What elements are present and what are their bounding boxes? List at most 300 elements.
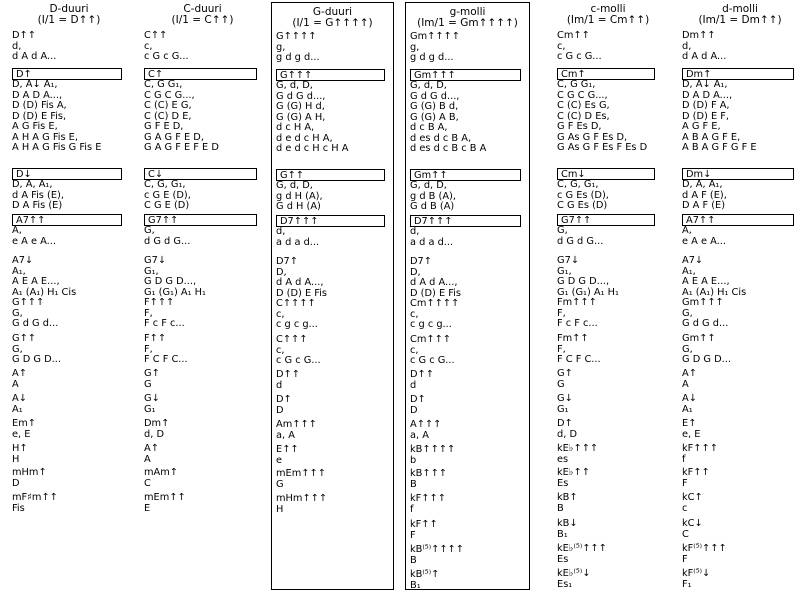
chord-notes: D, A↓ A₁, — [12, 79, 58, 90]
chord-symbol: kB⁽⁵⁾↑ — [410, 569, 440, 580]
chord-notes: G d H (A) — [276, 201, 321, 212]
chord-notes: c g c g... — [410, 319, 452, 330]
chord-notes: G F Es D, — [557, 121, 602, 132]
column-header — [678, 4, 802, 26]
chord-notes: F — [410, 529, 416, 541]
chord-notes: d e d c H c H A — [276, 143, 349, 154]
chord-notes: e — [276, 454, 283, 466]
chord-notes: c, — [410, 344, 419, 356]
chord-notes: G, d, D, — [410, 180, 447, 191]
chord-notes: g, — [276, 41, 286, 53]
chord-notes: G, — [682, 343, 693, 355]
chord-block — [144, 298, 263, 330]
column-c-duuri — [140, 0, 265, 594]
chord-symbol: mEm↑↑↑ — [276, 468, 326, 479]
chord-block — [410, 299, 527, 331]
chord-block — [12, 68, 128, 154]
chord-block — [144, 493, 263, 514]
chord-symbol: D7↑ — [410, 256, 432, 267]
chord-notes: d es d c B A, — [410, 132, 472, 144]
chord-notes: G As G F Es F Es D — [557, 142, 648, 153]
chord-notes: D (D) E Fis, — [12, 110, 67, 122]
chord-notes: A H A G Fis G Fis E — [12, 142, 102, 153]
column-subtitle: (I/1 = D↑↑) — [37, 14, 101, 26]
chord-notes: G₁ (G₁) A₁ H₁ — [557, 286, 619, 298]
chord-block — [682, 444, 800, 465]
chord-symbol: kC↓ — [682, 518, 703, 529]
chord-symbol: kE♭↑↑ — [557, 467, 590, 478]
chord-notes: d A d A... — [682, 51, 727, 62]
chord-notes: G F E D, — [144, 121, 184, 132]
chord-notes: D, A, A₁, — [682, 179, 723, 190]
column-d-duuri — [8, 0, 130, 594]
chord-symbol: Fm↑↑ — [557, 333, 589, 344]
chord-symbol: kB↑ — [557, 492, 578, 503]
chord-notes: B₁ — [410, 579, 421, 591]
chord-notes: c — [682, 502, 688, 514]
chord-symbol: G↑↑ — [12, 333, 37, 344]
chord-symbol: C↑↑↑ — [276, 334, 308, 345]
chord-notes: A, — [682, 225, 692, 236]
chord-notes: G₁ — [557, 403, 569, 415]
chord-notes: a d a d... — [276, 236, 320, 248]
chord-notes: G, d, D, — [410, 80, 447, 91]
chord-notes: G₁ (G₁) A₁ H₁ — [144, 286, 206, 298]
chord-notes: G (G) H d, — [276, 101, 325, 112]
chord-notes: Fis — [12, 502, 25, 514]
chord-symbol: C↓ — [144, 168, 257, 180]
chord-symbol: Am↑↑↑ — [276, 419, 317, 430]
chord-notes: G d G d..., — [276, 90, 326, 102]
chord-notes: d, — [682, 40, 692, 52]
chord-symbol: Gm↑↑ — [410, 169, 521, 181]
chord-symbol: A↑↑↑ — [410, 419, 442, 430]
chord-block — [410, 335, 527, 367]
chord-block — [12, 369, 128, 390]
chord-block — [12, 444, 128, 465]
chord-symbol: D↑ — [410, 394, 426, 405]
chord-symbol: Gm↑↑↑↑ — [410, 31, 460, 42]
chord-notes: f — [682, 453, 686, 465]
chord-block — [276, 395, 391, 416]
chord-notes: c G c G... — [557, 51, 602, 62]
chord-notes: C (C) D E, — [144, 110, 192, 122]
chord-notes: G (G) A B, — [410, 111, 459, 123]
chord-symbol: G↑↑↑ — [12, 297, 45, 308]
chord-notes: G D G D..., — [144, 276, 197, 287]
column-title: G-duuri — [312, 6, 353, 18]
chord-notes: d e d c H A, — [276, 132, 333, 144]
chord-notes: g d g d... — [410, 52, 454, 63]
chord-notes: A₁, — [682, 265, 696, 277]
chord-notes: A G F E, — [682, 121, 721, 132]
chord-notes: G (G) A H, — [276, 111, 326, 123]
chord-symbol: A↓ — [12, 393, 27, 404]
chord-notes: d — [276, 379, 283, 391]
chord-block — [410, 469, 527, 490]
chord-symbol: kE♭⁽⁵⁾↑↑↑ — [557, 543, 607, 554]
chord-notes: c G c G... — [144, 51, 189, 62]
chord-block — [682, 31, 800, 63]
chord-symbol: Cm↑↑↑↑ — [410, 298, 460, 309]
chord-notes: Es₁ — [557, 578, 573, 590]
chord-notes: d G d G... — [144, 235, 191, 247]
chord-block — [682, 298, 800, 330]
chord-symbol: kB⁽⁵⁾↑↑↑↑ — [410, 544, 464, 555]
chord-symbol: kE♭⁽⁵⁾↓ — [557, 568, 591, 579]
chord-block — [557, 569, 661, 590]
chord-symbol: G↑ — [557, 368, 573, 379]
chord-notes: F, — [144, 307, 153, 319]
chord-notes: D — [12, 477, 20, 489]
chord-notes: d, — [410, 226, 420, 237]
chord-block — [144, 256, 263, 298]
chord-block — [144, 444, 263, 465]
chord-notes: G, d, D, — [276, 80, 313, 91]
chord-symbol: kF⁽⁵⁾↓ — [682, 568, 711, 579]
chord-block — [682, 168, 800, 212]
chord-block — [144, 31, 263, 63]
chord-notes: Es — [557, 477, 569, 489]
chord-notes: G D G D... — [682, 354, 731, 365]
chord-notes: C G C G..., — [557, 89, 608, 101]
chord-symbol: mHm↑ — [12, 467, 47, 478]
chord-block — [410, 420, 527, 441]
chord-symbol: D↑↑ — [12, 30, 36, 41]
chord-notes: f — [410, 503, 414, 515]
chord-notes: F C F C... — [557, 354, 601, 365]
chord-block — [557, 369, 661, 390]
column-title: C-duuri — [183, 3, 222, 15]
chord-notes: c, — [144, 40, 153, 52]
chord-block — [144, 394, 263, 415]
chord-block — [682, 334, 800, 366]
chord-notes: D, — [410, 266, 421, 278]
chord-notes: H — [12, 453, 20, 465]
chord-block — [557, 168, 661, 212]
chord-block — [276, 169, 391, 213]
chord-symbol: kF↑↑ — [410, 519, 438, 530]
chord-block — [12, 31, 128, 63]
chord-notes: D (D) F A, — [682, 100, 730, 111]
chord-symbol: A7↓ — [682, 255, 704, 266]
chord-block — [557, 544, 661, 565]
chord-symbol: D↑ — [12, 68, 122, 80]
chord-notes: F, — [144, 343, 153, 355]
chord-symbol: G7↑↑ — [557, 214, 655, 226]
chord-notes: D (D) E Fis — [410, 287, 462, 299]
chord-notes: e, E — [682, 428, 701, 440]
chord-notes: G (G) B d, — [410, 101, 459, 112]
chord-block — [410, 370, 527, 391]
chord-symbol: A↑ — [12, 368, 27, 379]
chord-block — [557, 334, 661, 366]
chord-block — [276, 32, 391, 64]
chord-symbol: Cm↑ — [557, 68, 655, 80]
chord-symbol: G↑↑↑ — [276, 69, 385, 81]
chord-symbol: kB↓ — [557, 518, 578, 529]
chord-notes: F c F c... — [144, 318, 185, 329]
chord-notes: A — [144, 453, 151, 465]
chord-notes: E — [144, 502, 151, 514]
column-title: d-molli — [722, 3, 758, 15]
chord-notes: H — [276, 503, 284, 515]
chord-symbol: kB↑↑↑↑ — [410, 444, 456, 455]
chord-block — [144, 369, 263, 390]
chord-notes: G₁ — [144, 403, 156, 415]
chord-notes: c G c G... — [276, 355, 321, 366]
chord-block — [557, 394, 661, 415]
chord-notes: G₁, — [144, 265, 159, 277]
chord-symbol: C↑↑ — [144, 30, 168, 41]
chord-block — [682, 569, 800, 590]
chord-symbol: D↑↑ — [276, 369, 300, 380]
chord-notes: A₁ (A₁) H₁ Cis — [682, 286, 747, 298]
chord-block — [12, 334, 128, 366]
chord-symbol: mF♯m↑↑ — [12, 492, 58, 503]
chord-notes: F C F C... — [144, 354, 188, 365]
chord-notes: C G Es (D) — [557, 200, 608, 211]
chord-symbol: G↓ — [557, 393, 573, 404]
chord-symbol: F↑↑↑ — [144, 297, 175, 308]
chord-block — [682, 214, 800, 247]
chord-symbol: Gm↑↑↑ — [410, 69, 521, 81]
chord-block — [12, 493, 128, 514]
chord-notes: G, — [12, 343, 23, 355]
chord-notes: C (C) Es G, — [557, 100, 610, 111]
chord-block — [410, 169, 527, 213]
chord-block — [410, 570, 527, 591]
chord-notes: d es d c B c B A — [410, 143, 487, 154]
chord-block — [410, 69, 527, 155]
chord-block — [144, 468, 263, 489]
chord-symbol: G7↓ — [557, 255, 580, 266]
column-d-molli — [678, 0, 802, 594]
chord-block — [276, 69, 391, 155]
chord-block — [12, 298, 128, 330]
chord-notes: c, — [557, 40, 566, 52]
chord-notes: G D G D..., — [557, 276, 610, 287]
chord-block — [682, 394, 800, 415]
chord-symbol: mAm↑ — [144, 467, 178, 478]
chord-block — [276, 469, 391, 490]
chord-notes: C — [144, 477, 151, 489]
chord-notes: D, A, A₁, — [12, 179, 53, 190]
chord-notes: C (C) E G, — [144, 100, 192, 111]
chord-notes: c, — [276, 308, 285, 320]
chord-notes: es — [557, 453, 569, 465]
chord-notes: G, d, D, — [276, 180, 313, 191]
chord-notes: G₁, — [557, 265, 572, 277]
column-header — [272, 7, 393, 29]
chord-block — [410, 257, 527, 299]
chord-block — [276, 335, 391, 367]
chord-notes: a, A — [276, 429, 295, 441]
chord-notes: d, D — [557, 428, 577, 440]
chord-block — [276, 420, 391, 441]
column-header — [8, 4, 130, 26]
chord-notes: B — [410, 478, 417, 490]
chord-block — [557, 214, 661, 247]
chord-block — [276, 445, 391, 466]
chord-symbol: mHm↑↑↑ — [276, 493, 328, 504]
chord-symbol: Cm↑↑↑ — [410, 334, 452, 345]
column-title: g-molli — [449, 6, 486, 18]
chord-notes: c, — [276, 344, 285, 356]
column-c-molli — [553, 0, 663, 594]
chord-block — [557, 519, 661, 540]
chord-notes: D, — [276, 266, 287, 278]
chord-symbol: kF↑↑ — [682, 467, 710, 478]
chord-notes: D — [410, 404, 418, 416]
chord-block — [12, 468, 128, 489]
chord-block — [12, 394, 128, 415]
chord-block — [682, 68, 800, 154]
chord-symbol: C↑ — [144, 68, 257, 80]
chord-symbol: kE♭↑↑↑ — [557, 443, 599, 454]
column-g-duuri — [271, 2, 394, 590]
chord-notes: F — [682, 553, 688, 565]
chord-symbol: G7↑↑ — [144, 214, 257, 226]
chord-notes: C, G, G₁, — [144, 179, 186, 190]
chord-notes: G, — [682, 307, 693, 319]
chord-notes: G — [557, 378, 565, 390]
chord-notes: G, — [12, 307, 23, 319]
column-subtitle: (I/1 = C↑↑) — [171, 14, 234, 26]
chord-notes: C (C) D Es, — [557, 110, 610, 122]
chord-block — [276, 257, 391, 299]
chord-block — [557, 298, 661, 330]
chord-block — [410, 520, 527, 541]
chord-symbol: kC↑ — [682, 492, 703, 503]
chord-notes: d G d G... — [557, 235, 604, 247]
chord-block — [12, 419, 128, 440]
chord-block — [12, 256, 128, 298]
chord-notes: B — [557, 502, 564, 514]
chord-block — [557, 468, 661, 489]
column-subtitle: (Im/1 = Cm↑↑) — [566, 14, 650, 26]
chord-notes: A B A G F E, — [682, 131, 741, 143]
chord-notes: F₁ — [682, 578, 692, 590]
chord-block — [410, 32, 527, 64]
column-title: c-molli — [590, 3, 626, 15]
chord-notes: C, G G₁, — [144, 79, 183, 90]
chord-notes: C — [682, 528, 689, 540]
chord-notes: F — [682, 477, 688, 489]
chord-block — [557, 419, 661, 440]
chord-symbol: G↓ — [144, 393, 160, 404]
chord-symbol: kF↑↑↑ — [682, 443, 718, 454]
chord-notes: c G E (D), — [144, 189, 191, 201]
chord-block — [144, 68, 263, 154]
chord-notes: e A e A... — [682, 235, 726, 247]
chord-notes: D (D) E F, — [682, 110, 730, 122]
chord-block — [682, 519, 800, 540]
chord-symbol: kF↑↑↑ — [410, 493, 446, 504]
chord-block — [682, 493, 800, 514]
chord-symbol: D7↑↑↑ — [276, 215, 385, 227]
chord-symbol: kB↑↑↑ — [410, 468, 448, 479]
chord-symbol: mEm↑↑ — [144, 492, 186, 503]
chord-symbol: Em↑ — [12, 418, 36, 429]
chord-notes: A B A G F G F E — [682, 142, 757, 153]
chord-notes: G, — [144, 225, 155, 236]
chord-block — [557, 444, 661, 465]
chord-block — [144, 334, 263, 366]
chord-notes: B₁ — [557, 528, 568, 540]
chord-symbol: E↑↑ — [276, 444, 299, 455]
chord-symbol: A7↓ — [12, 255, 34, 266]
chord-notes: a, A — [410, 429, 429, 441]
chord-notes: A G Fis E, — [12, 121, 58, 132]
chord-block — [410, 494, 527, 515]
chord-block — [682, 419, 800, 440]
chord-notes: D A Fis (E) — [12, 200, 63, 211]
chord-block — [144, 419, 263, 440]
chord-notes: A, — [12, 225, 22, 236]
chord-symbol: G↑↑↑↑ — [276, 31, 317, 42]
chord-symbol: D↓ — [12, 168, 122, 180]
chord-notes: G A G F E F E D — [144, 142, 219, 153]
chord-notes: G D G D... — [12, 354, 61, 365]
chord-block — [557, 31, 661, 63]
chord-block — [144, 168, 263, 212]
chord-notes: d A F (E), — [682, 189, 727, 201]
chord-block — [682, 369, 800, 390]
chord-symbol: G7↓ — [144, 255, 167, 266]
column-header — [140, 4, 265, 26]
chord-symbol: Gm↑↑ — [682, 333, 716, 344]
chord-notes: d A d A..., — [276, 277, 324, 288]
chord-symbol: E↑ — [682, 418, 697, 429]
chord-notes: a d a d... — [410, 236, 454, 248]
chord-symbol: Gm↑↑↑ — [682, 297, 724, 308]
chord-block — [557, 256, 661, 298]
chord-notes: G — [144, 378, 152, 390]
chord-notes: D (D) E Fis — [276, 287, 328, 299]
column-subtitle: (Im/1 = Dm↑↑) — [698, 14, 782, 26]
chord-symbol: D7↑ — [276, 256, 298, 267]
chord-notes: G d G d... — [12, 318, 59, 329]
chord-block — [12, 168, 128, 212]
chord-block — [12, 214, 128, 247]
chord-symbol: Dm↑ — [682, 68, 794, 80]
chord-symbol: G↑ — [144, 368, 160, 379]
chord-notes: g d H (A), — [276, 190, 323, 202]
chord-notes: G — [276, 478, 284, 490]
chord-symbol: Fm↑↑↑ — [557, 297, 597, 308]
chord-symbol: A↓ — [682, 393, 697, 404]
chord-notes: F c F c... — [557, 318, 598, 329]
chord-notes: D, A↓ A₁, — [682, 79, 728, 90]
chord-block — [557, 493, 661, 514]
chord-symbol: Cm↑↑ — [557, 30, 590, 41]
chord-symbol: A7↑↑ — [12, 214, 122, 226]
chord-symbol: F↑↑ — [144, 333, 167, 344]
chord-block — [410, 215, 527, 248]
chord-notes: Es — [557, 553, 569, 565]
chord-notes: B — [410, 554, 417, 566]
chord-notes: d, — [12, 40, 22, 52]
chord-notes: C G E (D) — [144, 200, 190, 211]
chord-block — [557, 68, 661, 154]
chord-notes: d A d A... — [12, 51, 57, 62]
column-title: D-duuri — [49, 3, 89, 15]
chord-block — [410, 445, 527, 466]
chord-symbol: C↑↑↑↑ — [276, 298, 316, 309]
chord-notes: A — [12, 378, 19, 390]
chord-notes: d, — [276, 226, 286, 237]
